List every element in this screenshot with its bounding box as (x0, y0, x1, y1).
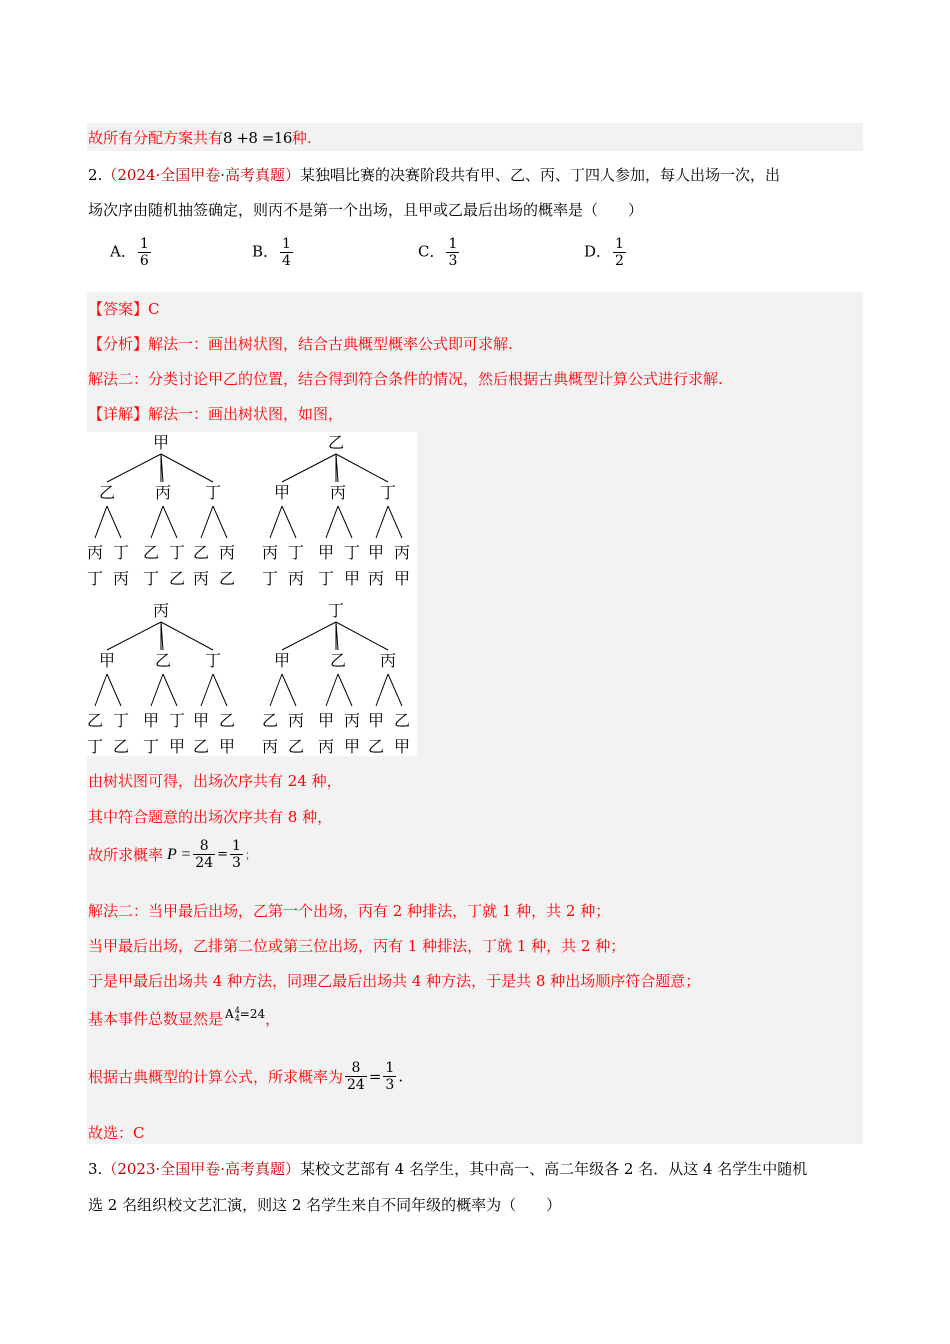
tree-branch (201, 674, 213, 706)
method2-line5 (88, 1060, 403, 1093)
tree-leaf-node: 乙 (261, 711, 279, 730)
m2-line4-suffix: ， (265, 1010, 281, 1028)
method2-line2: 当甲最后出场，乙排第二位或第三位出场，丙有 1 种排法，丁就 1 种，共 2 种； (88, 937, 626, 955)
tree-mid-node: 丁 (204, 483, 222, 502)
tree-branch (163, 506, 177, 538)
q3-line1 (88, 1158, 807, 1179)
tree-mid-node: 丙 (329, 483, 347, 502)
tree-leaf-node: 丙 (367, 569, 385, 588)
tree-branch (163, 674, 177, 706)
option-label: C． (418, 242, 445, 261)
detail-tag: 【详解】 (88, 405, 149, 423)
m2-line4-prefix: 基本事件总数显然是 (88, 1010, 224, 1028)
m2-eq: = (368, 1067, 382, 1086)
tree-leaf-node: 丁 (87, 569, 104, 588)
q2-option-c[interactable] (418, 236, 461, 269)
tree-leaf-node: 丁 (168, 711, 186, 730)
tree-mid-node: 丙 (154, 483, 172, 502)
q2-stem-part1: 某独唱比赛的决赛阶段共有甲、乙、丙、丁四人参加，每人出场一次，出 (300, 166, 781, 184)
tree-mid-node: 乙 (154, 651, 172, 670)
q2-line2 (88, 199, 643, 220)
option-label: D． (584, 242, 612, 261)
tree-diagram (87, 432, 417, 756)
tree-result1: 由树状图可得，出场次序共有 24 种， (88, 772, 342, 790)
tree-leaf-node: 甲 (343, 569, 361, 588)
tree-leaf-node: 乙 (112, 737, 130, 756)
tree-leaf-node: 甲 (367, 711, 385, 730)
tree-leaf-node: 丙 (287, 711, 305, 730)
tree-leaf-node: 丁 (112, 543, 130, 562)
q2-number: 2. (88, 166, 103, 184)
fraction: $\frac{1}{6}$ (139, 236, 149, 270)
q3-stem-part1: 某校文艺部有 4 名学生，其中高一、高二年级各 2 名．从这 4 名学生中随机 (300, 1160, 808, 1178)
method2-line4 (88, 1005, 281, 1029)
prob-fraction-1: $\frac{8}{24}$ (195, 838, 214, 872)
tree-leaf-node: 丙 (261, 543, 279, 562)
analysis-line2: 解法二：分类讨论甲乙的位置，结合得到符合条件的情况，然后根据古典概型计算公式进行求解. (88, 370, 723, 388)
detail-text: 解法一：画出树状图，如图， (148, 405, 344, 423)
top-line-suffix: 种. (291, 129, 312, 147)
tree-branch (151, 506, 163, 538)
q3-number: 3. (88, 1160, 103, 1178)
tree-branch (213, 674, 227, 706)
tree-branch (282, 622, 336, 650)
prob-prefix: 故所求概率 (88, 846, 164, 865)
tree-leaf-node: 丁 (87, 737, 104, 756)
tree-branch (107, 622, 161, 650)
tree-branch (338, 674, 352, 706)
q2-option-d[interactable] (584, 236, 628, 269)
tree-leaf-node: 甲 (393, 569, 411, 588)
arrangement-expr: A 4 4 =24 (225, 1005, 266, 1023)
tree-leaf-node: 丁 (317, 569, 335, 588)
tree-leaf-node: 丙 (112, 569, 130, 588)
q2-source: （2024·全国甲卷·高考真题） (102, 166, 301, 184)
analysis-line (88, 333, 513, 354)
detail-line (88, 403, 343, 424)
final-answer: 故选：C (88, 1124, 145, 1142)
tree-mid-node: 乙 (329, 651, 347, 670)
tree-branch (376, 674, 388, 706)
tree-leaf-node: 甲 (367, 543, 385, 562)
prob-fraction-2: $\frac{1}{3}$ (232, 838, 241, 872)
tree-mid-node: 丁 (204, 651, 222, 670)
tree-mid-node: 丁 (379, 483, 397, 502)
q3-source: （2023·全国甲卷·高考真题） (102, 1160, 301, 1178)
tree-branch (282, 506, 296, 538)
tree-leaf-node: 甲 (343, 737, 361, 756)
tree-leaf-node: 乙 (168, 569, 186, 588)
tree-branch (213, 506, 227, 538)
prob-eq: = (217, 847, 229, 863)
tree-leaf-node: 乙 (192, 737, 210, 756)
m2-line5-prefix: 根据古典概型的计算公式，所求概率为 (88, 1068, 344, 1087)
tree-leaf-node: 丙 (218, 543, 236, 562)
tree-leaf-node: 丙 (393, 543, 411, 562)
tree-branch (336, 454, 388, 482)
q3-line2: 选 2 名组织校文艺汇演，则这 2 名学生来自不同年级的概率为（ ） (88, 1196, 562, 1214)
tree-branch (326, 506, 338, 538)
tree-root-node: 甲 (152, 433, 170, 452)
tree-leaf-node: 甲 (393, 737, 411, 756)
m2-fraction-1: $\frac{8}{24}$ (347, 1060, 365, 1094)
tree-leaf-node: 乙 (367, 737, 385, 756)
tree-leaf-node: 甲 (317, 711, 335, 730)
tree-root-node: 丁 (327, 601, 345, 620)
tree-leaf-node: 甲 (317, 543, 335, 562)
analysis-text: 解法一：画出树状图，结合古典概型概率公式即可求解. (148, 335, 513, 353)
tree-leaf-node: 丙 (261, 737, 279, 756)
m2-suffix: . (398, 1067, 404, 1086)
option-label: B． (252, 242, 279, 261)
tree-result2: 其中符合题意的出场次序共有 8 种， (88, 808, 333, 826)
tree-leaf-node: 丙 (87, 543, 104, 562)
method2-line1: 解法二：当甲最后出场，乙第一个出场，丙有 2 种排法，丁就 1 种，共 2 种； (88, 902, 611, 920)
tree-leaf-node: 甲 (192, 711, 210, 730)
tree-leaf-node: 丙 (192, 569, 210, 588)
top-line (88, 127, 312, 148)
tree-leaf-node: 丁 (261, 569, 279, 588)
tree-branch (388, 674, 402, 706)
tree-branch (336, 622, 388, 650)
tree-branch (161, 454, 213, 482)
tree-leaf-node: 甲 (218, 737, 236, 756)
tree-leaf-node: 乙 (142, 543, 160, 562)
tree-branch (95, 506, 107, 538)
tree-leaf-node: 乙 (218, 711, 236, 730)
top-line-text: 故所有分配方案共有 (88, 129, 224, 147)
tree-leaf-node: 丁 (287, 543, 305, 562)
fraction: $\frac{1}{4}$ (282, 236, 291, 270)
tree-branch (388, 506, 402, 538)
tree-leaf-node: 丁 (343, 543, 361, 562)
tree-branch (107, 454, 161, 482)
tree-leaf-node: 乙 (192, 543, 210, 562)
prob-symbol: P = (167, 845, 192, 863)
tree-leaf-node: 乙 (218, 569, 236, 588)
tree-branch (376, 506, 388, 538)
tree-leaf-node: 丁 (168, 543, 186, 562)
tree-leaf-node: 丙 (317, 737, 335, 756)
tree-leaf-node: 丙 (343, 711, 361, 730)
tree-branch (107, 674, 121, 706)
tree-leaf-node: 丙 (287, 569, 305, 588)
tree-branch (270, 506, 282, 538)
tree-root-node: 乙 (327, 433, 345, 452)
tree-branch (270, 674, 282, 706)
tree-branch (151, 674, 163, 706)
tree-leaf-node: 甲 (142, 711, 160, 730)
tree-branch (326, 674, 338, 706)
tree-branch (201, 506, 213, 538)
option-label: A． (110, 242, 136, 261)
tree-branch (338, 506, 352, 538)
tree-mid-node: 乙 (98, 483, 116, 502)
tree-leaf-node: 丁 (142, 569, 160, 588)
answer-line: 【答案】C (88, 300, 160, 318)
tree-mid-node: 甲 (273, 483, 291, 502)
tree-branch (95, 674, 107, 706)
method2-line3: 于是甲最后出场共 4 种方法，同理乙最后出场共 4 种方法，于是共 8 种出场顺序符合题意； (88, 972, 701, 990)
top-line-expr: 8 +8 =16 (223, 129, 292, 147)
fraction: $\frac{1}{3}$ (448, 236, 458, 270)
analysis-tag: 【分析】 (88, 335, 149, 353)
tree-leaf-node: 乙 (393, 711, 411, 730)
fraction: $\frac{1}{2}$ (615, 236, 624, 270)
q2-line1 (88, 164, 780, 185)
tree-mid-node: 丙 (379, 651, 397, 670)
tree-branch (107, 506, 121, 538)
tree-branch (161, 622, 213, 650)
tree-root-node: 丙 (152, 601, 170, 620)
tree-leaf-node: 乙 (287, 737, 305, 756)
m2-fraction-2: $\frac{1}{3}$ (385, 1060, 395, 1094)
tree-leaf-node: 丁 (112, 711, 130, 730)
prob-suffix: ； (244, 848, 256, 862)
tree-leaf-node: 甲 (168, 737, 186, 756)
q2-option-b[interactable] (252, 236, 295, 269)
tree-diagram-svg (87, 432, 417, 756)
tree-leaf-node: 丁 (142, 737, 160, 756)
tree-mid-node: 甲 (273, 651, 291, 670)
probability-line (88, 838, 256, 871)
tree-branch (282, 454, 336, 482)
q2-option-a[interactable] (110, 236, 153, 269)
tree-leaf-node: 乙 (87, 711, 104, 730)
q2-stem-part2: 场次序由随机抽签确定，则丙不是第一个出场，且甲或乙最后出场的概率是（ ） (88, 201, 644, 219)
tree-mid-node: 甲 (98, 651, 116, 670)
tree-branch (282, 674, 296, 706)
